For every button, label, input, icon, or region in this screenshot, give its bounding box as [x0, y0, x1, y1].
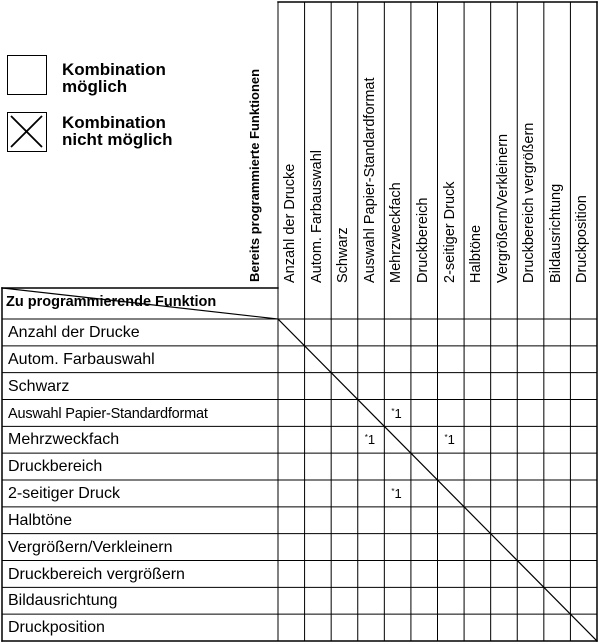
- row-label: Anzahl der Drucke: [8, 324, 140, 341]
- footnote-marker: *1: [364, 432, 376, 448]
- row-label: 2-seitiger Druck: [8, 485, 121, 502]
- row-label: Mehrzweckfach: [8, 431, 120, 449]
- corner-label-text: Bereits programmierte Funktionen: [247, 68, 262, 282]
- footnote-marker: *1: [391, 405, 402, 421]
- row-label: Vergrößern/Verkleinern: [8, 538, 173, 556]
- legend-not-possible-text: Kombination nicht möglich: [62, 113, 173, 149]
- row-label: Druckbereich vergrößern: [8, 565, 185, 583]
- row-label: Bildausrichtung: [8, 592, 118, 610]
- footnote-marker: *1: [391, 486, 402, 501]
- compatibility-table: Kombination möglich Kombination nicht möglich Bereits programmierte Funktionen Zu programmierende Funktion Anzahl der Drucke Autom. Farbauswahl Schwarz Auswahl Papier-Standardformat Mehrzweckfach Druckbereich 2-seitiger Druck Halbtöne Vergrößern/Verkleinern Druckbereich vergrößern Bildausrichtung Druckposition Anzahl der Drucke Autom. Farbauswahl Schwarz Auswahl Papier-Standardformat Mehrzweckfach Druckbereich 2-seitiger Druck Halbtöne Vergrößern/Verkleinern Druckbereich vergrößern Bildausrichtung Druckposition *1 *1 *1 *1: [0, 0, 600, 644]
- row-label: Auswahl Papier-Standardformat: [8, 405, 208, 422]
- row-label: Druckposition: [8, 619, 105, 637]
- row-label: Schwarz: [8, 377, 70, 395]
- rows-title: Zu programmierende Funktion: [6, 294, 217, 310]
- legend-possible-text: Kombination möglich: [62, 60, 166, 96]
- row-label: Halbtöne: [8, 511, 73, 529]
- row-label: Druckbereich: [8, 458, 103, 476]
- footnote-marker: *1: [444, 432, 455, 448]
- row-label: Autom. Farbauswahl: [8, 350, 155, 368]
